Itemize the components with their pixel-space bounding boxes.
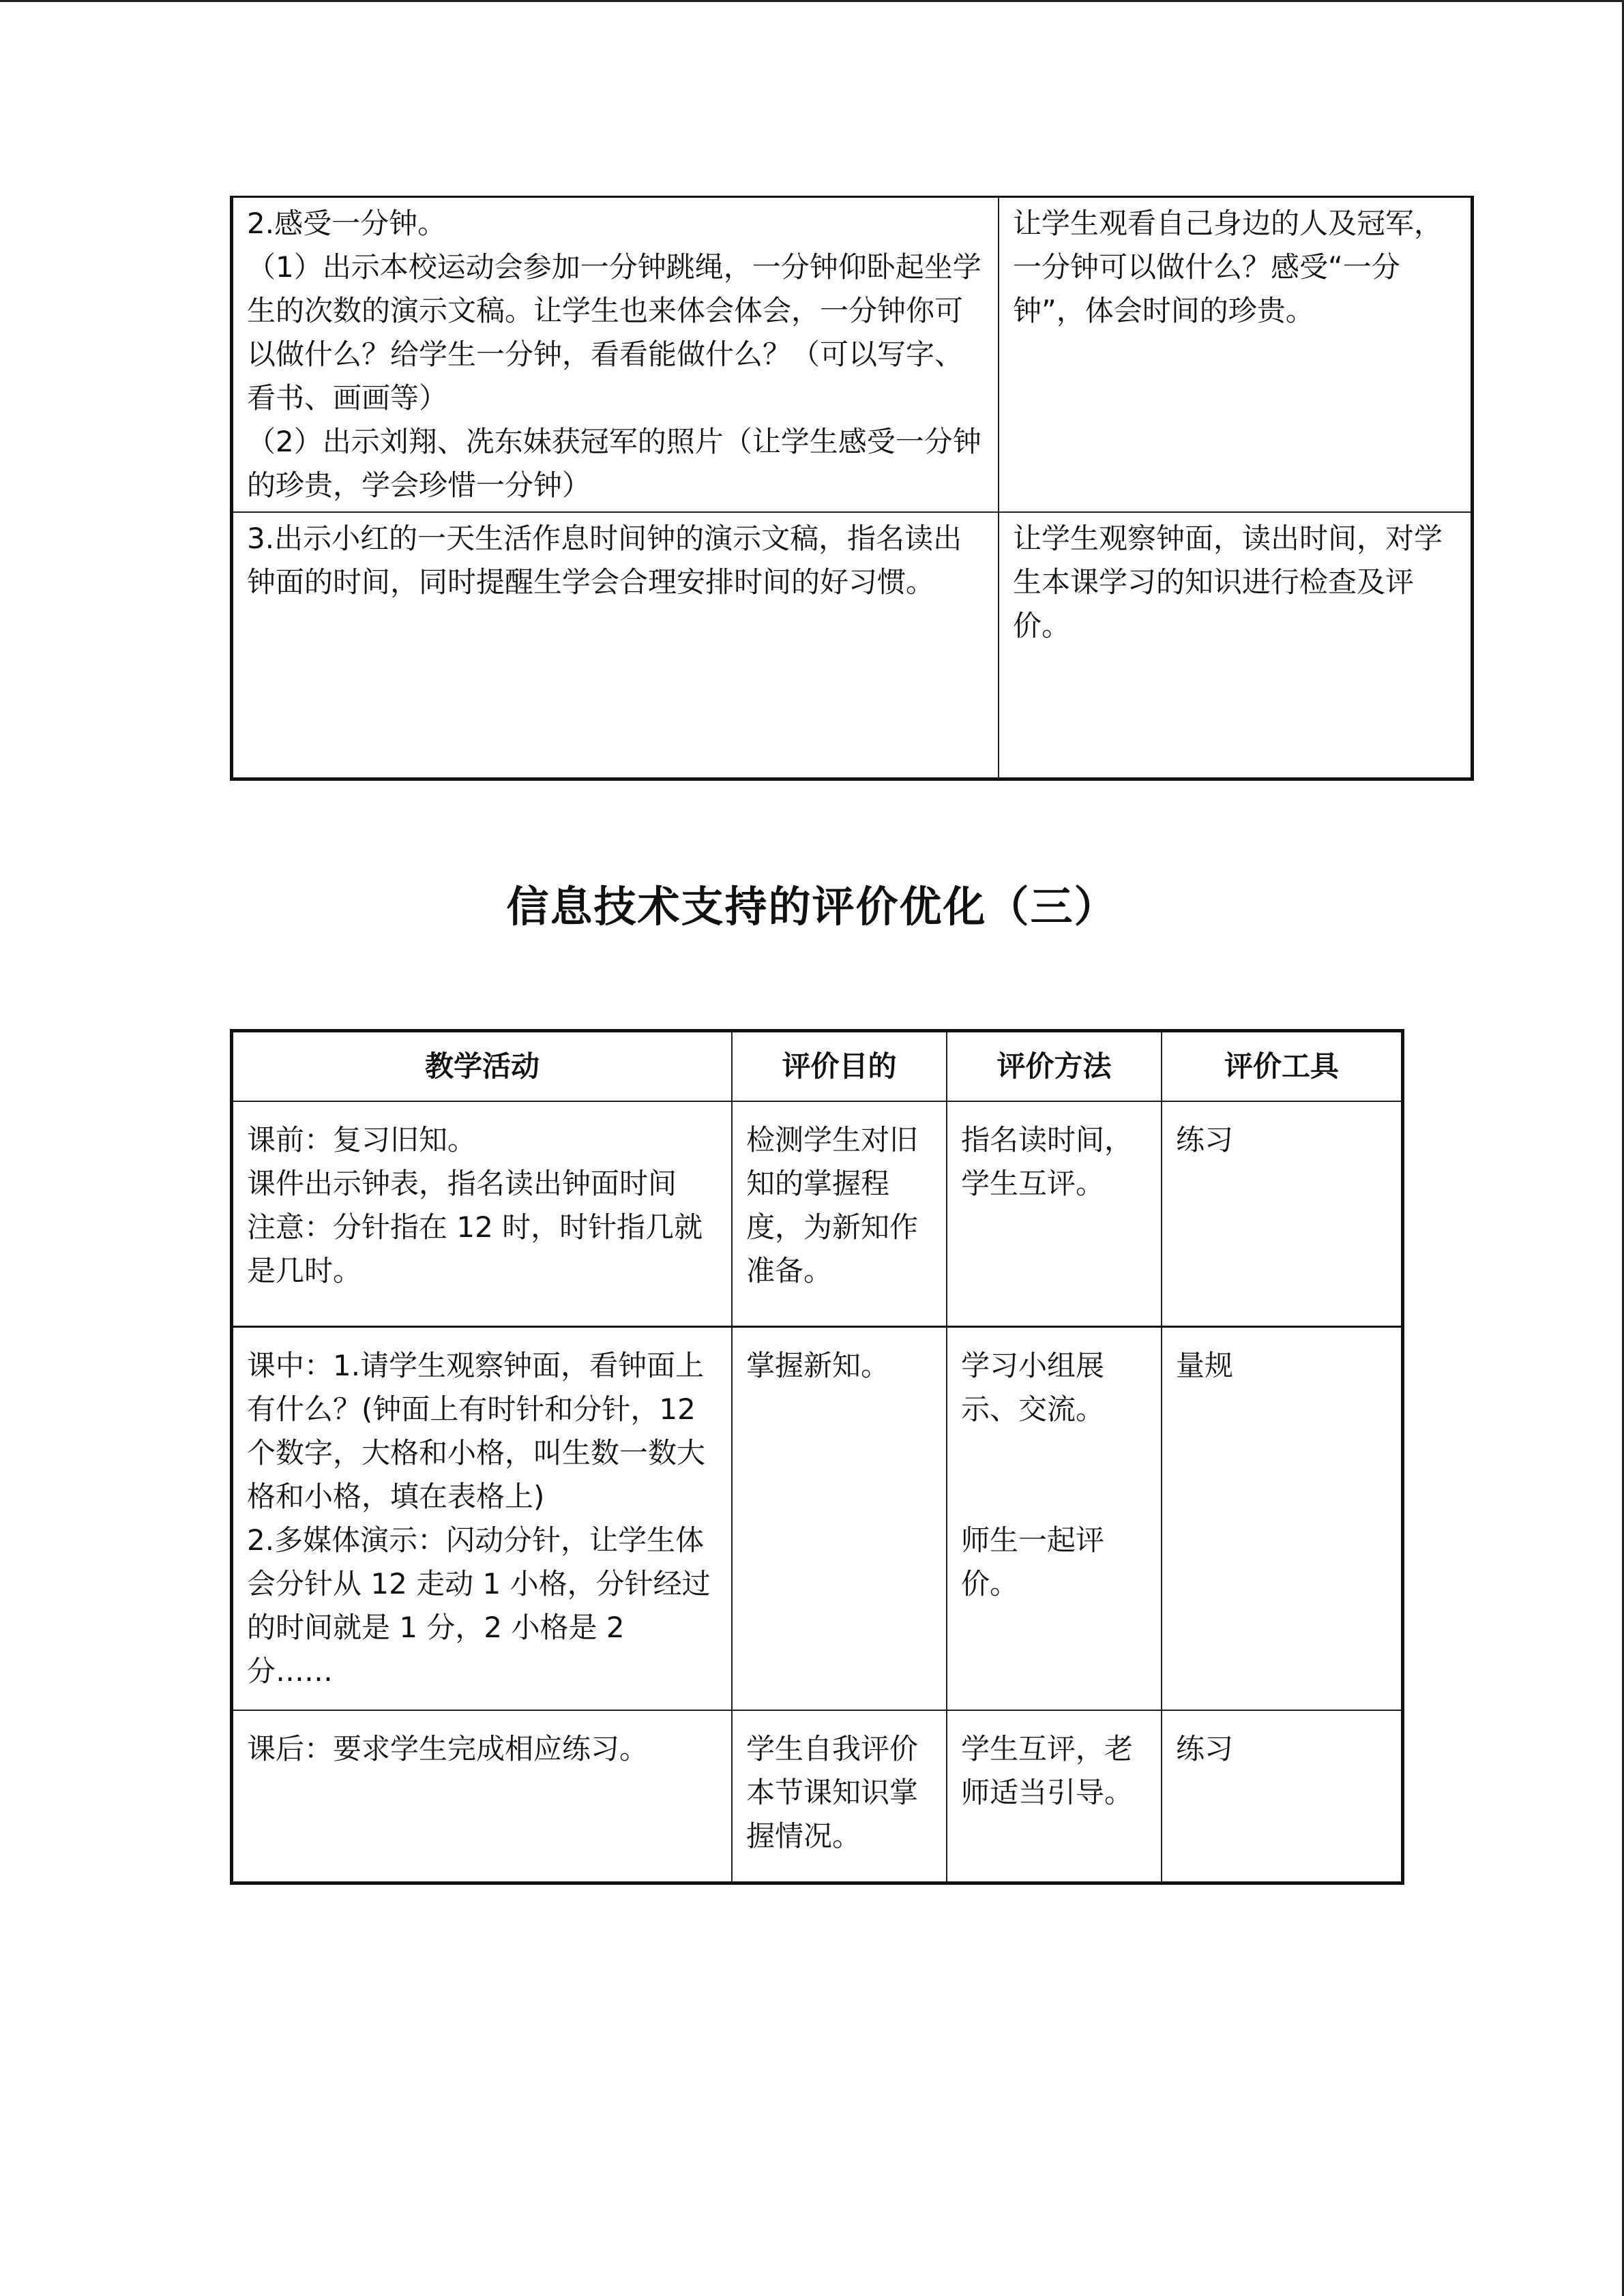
tool-cell bbox=[1162, 1327, 1403, 1711]
activity-line: 课前：复习旧知。 bbox=[247, 1123, 477, 1157]
section-heading: 信息技术支持的评价优化（三） bbox=[506, 882, 1118, 931]
activity-cell bbox=[232, 1327, 733, 1711]
step-intent-cell bbox=[999, 512, 1473, 779]
purpose-cell bbox=[732, 1327, 947, 1711]
step-line: 2.感受一分钟。 bbox=[247, 207, 447, 240]
activity-line: 2.多媒体演示：闪动分针，让学生体会分针从 12 走动 1 小格，分针经过的时间就是 1 分，2 小格是 2 分…… bbox=[247, 1523, 711, 1688]
method-text: 师生一起评价。 bbox=[961, 1523, 1105, 1600]
column-header-activity: 教学活动 bbox=[232, 1031, 733, 1102]
method-text: 学生互评，老师适当引导。 bbox=[961, 1732, 1134, 1809]
purpose-cell bbox=[732, 1710, 947, 1883]
column-header-purpose: 评价目的 bbox=[732, 1031, 947, 1102]
activity-line: 课中：1.请学生观察钟面，看钟面上有什么？(钟面上有时针和分针，12 个数字，大格和小格，叫生数一数大格和小格，填在表格上) bbox=[247, 1349, 706, 1513]
method-cell bbox=[947, 1710, 1162, 1883]
table-row bbox=[232, 1101, 1403, 1327]
table-row bbox=[232, 1710, 1403, 1883]
step-intent-cell bbox=[999, 197, 1473, 513]
step-description-cell bbox=[232, 512, 999, 779]
step-line: （2）出示刘翔、冼东妹获冠军的照片（让学生感受一分钟的珍贵，学会珍惜一分钟） bbox=[247, 425, 981, 502]
activity-cell bbox=[232, 1101, 733, 1327]
tool-cell bbox=[1162, 1101, 1403, 1327]
column-header-tool: 评价工具 bbox=[1162, 1031, 1403, 1102]
tool-text: 练习 bbox=[1176, 1123, 1234, 1157]
table-header-row bbox=[232, 1031, 1403, 1102]
evaluation-table bbox=[230, 1029, 1404, 1885]
table-row bbox=[232, 197, 1473, 513]
step-intent-text: 让学生观看自己身边的人及冠军，一分钟可以做什么？感受“一分钟”，体会时间的珍贵。 bbox=[1013, 207, 1443, 327]
activity-line: 课后：要求学生完成相应练习。 bbox=[247, 1732, 649, 1765]
tool-text: 练习 bbox=[1176, 1732, 1234, 1765]
tool-text: 量规 bbox=[1176, 1349, 1234, 1382]
method-text: 指名读时间，学生互评。 bbox=[961, 1123, 1134, 1200]
purpose-text: 学生自我评价本节课知识掌握情况。 bbox=[746, 1732, 919, 1853]
activity-line: 注意：分针指在 12 时，时针指几就是几时。 bbox=[247, 1210, 703, 1287]
method-text: 学习小组展示、交流。 bbox=[961, 1349, 1105, 1426]
method-spacer bbox=[961, 1431, 1147, 1519]
purpose-text: 检测学生对旧知的掌握程度，为新知作准备。 bbox=[746, 1123, 919, 1287]
purpose-cell bbox=[732, 1101, 947, 1327]
lesson-steps-table bbox=[230, 196, 1474, 781]
method-cell bbox=[947, 1327, 1162, 1711]
activity-line: 课件出示钟表，指名读出钟面时间 bbox=[247, 1167, 677, 1200]
method-cell bbox=[947, 1101, 1162, 1327]
table-row bbox=[232, 512, 1473, 779]
step-intent-text: 让学生观察钟面，读出时间，对学生本课学习的知识进行检查及评价。 bbox=[1013, 522, 1443, 642]
tool-cell bbox=[1162, 1710, 1403, 1883]
activity-cell bbox=[232, 1710, 733, 1883]
page-top-border bbox=[0, 0, 1624, 2]
column-header-method: 评价方法 bbox=[947, 1031, 1162, 1102]
step-line: （1）出示本校运动会参加一分钟跳绳，一分钟仰卧起坐学生的次数的演示文稿。让学生也来体会体会，一分钟你可以做什么？给学生一分钟，看看能做什么？（可以写字、看书、画画等） bbox=[247, 250, 981, 415]
step-line: 3.出示小红的一天生活作息时间钟的演示文稿，指名读出钟面的时间，同时提醒生学会合理安排时间的好习惯。 bbox=[247, 522, 962, 599]
table-row bbox=[232, 1327, 1403, 1711]
step-description-cell bbox=[232, 197, 999, 513]
purpose-text: 掌握新知。 bbox=[746, 1349, 890, 1382]
